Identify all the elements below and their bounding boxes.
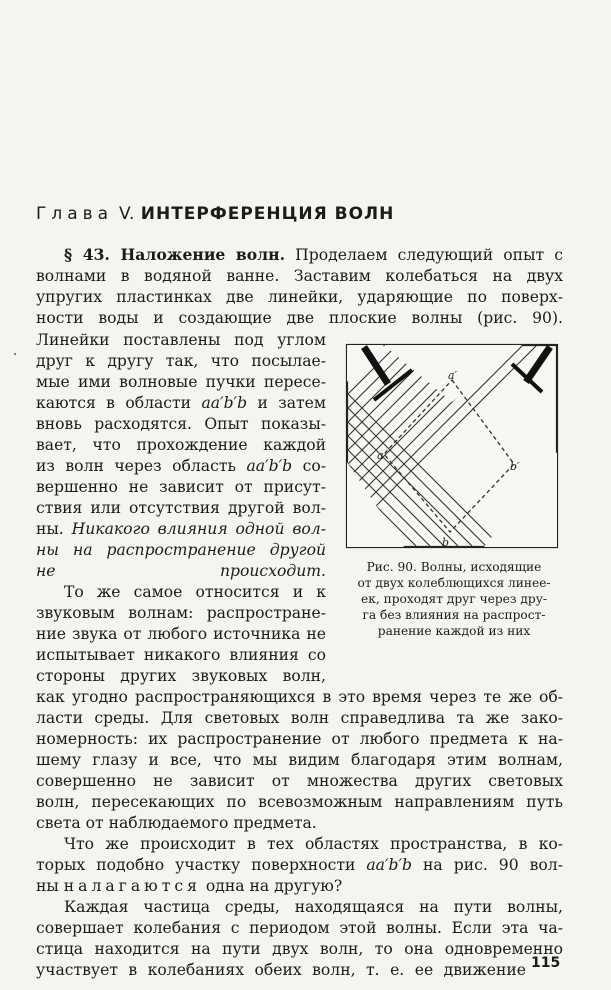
text-line: мые ими волновые пучки пересе- <box>36 373 326 391</box>
text-line: участвует в колебаниях обеих волн, т. е. ее движение <box>36 961 526 979</box>
text-line: ности воды и создающие две плоские волны (рис. 90). <box>36 309 563 327</box>
text-line: номерность: их распространение от любого предмета к на- <box>36 730 563 748</box>
text-line: Что же происходит в тех областях пространства, в ко- <box>64 835 563 853</box>
text-line: ны на распространение другой <box>36 541 326 559</box>
figure-90-wave-interference <box>344 342 560 550</box>
chapter-word: Глава <box>36 204 114 224</box>
text-line: из волн через область aa′b′b со- <box>36 457 326 475</box>
section-heading: § 43. Наложение волн. <box>64 245 285 264</box>
figure-caption-line: Рис. 90. Волны, исходящие <box>366 560 542 574</box>
print-speck <box>14 353 16 355</box>
text-line: звуковым волнам: распростране- <box>36 604 326 622</box>
page-number: 115 <box>531 955 561 971</box>
text-line: упругих пластинках две линейки, ударяющие по поверх- <box>36 288 563 306</box>
text-line: волнами в водяной ванне. Заставим колебаться на двух <box>36 267 563 285</box>
label-a-prime: a′ <box>448 369 458 382</box>
figure-caption-line: ранение каждой из них <box>377 624 531 638</box>
text-line: волн, пересекающих по всевозможным направлениям путь <box>36 793 563 811</box>
chapter-heading <box>36 204 394 224</box>
figure-caption-line: от двух колеблющихся линеe- <box>357 576 551 590</box>
label-b: b <box>442 536 450 549</box>
text-line: вновь расходятся. Опыт показы- <box>36 415 326 433</box>
text-line: ны налагаются одна на другую? <box>36 877 343 895</box>
text-line: § 43. Наложение волн. Проделаем следующий опыт с <box>64 245 563 264</box>
text-line: стороны других звуковых волн, <box>36 667 326 685</box>
text-line: света от наблюдаемого предмета. <box>36 814 317 832</box>
text-line: ствия или отсутствия другой вол- <box>36 499 326 517</box>
text-line: совершает колебания с периодом этой волны. Если эта ча- <box>36 919 563 937</box>
text-line: вает, что прохождение каждой <box>36 436 326 454</box>
text-line: торых подобно участку поверхности aa′b′b на рис. 90 вол- <box>36 856 563 874</box>
text-line: как угодно распространяющихся в это время через те же об- <box>36 688 563 706</box>
text-line: шему глазу и все, что мы видим благодаря этим волнам, <box>36 751 563 769</box>
text-line: То же самое относится и к <box>64 583 326 601</box>
text-line: Линейки поставлены под углом <box>36 331 326 349</box>
text-line: вершенно не зависит от присут- <box>36 478 326 496</box>
text-line: не происходит. <box>36 562 326 580</box>
text-line: ны. Никакого влияния одной вол- <box>36 520 326 538</box>
text-line: ласти среды. Для световых волн справедлива та же зако- <box>36 709 563 727</box>
figure-caption-line: ек, проходят друг через дру- <box>361 592 547 606</box>
text-line: ние звука от любого источника не <box>36 625 326 643</box>
text-line: Каждая частица среды, находящаяся на пути волны, <box>64 898 563 916</box>
label-a: a <box>377 449 384 462</box>
text-line: испытывает никакого влияния со <box>36 646 326 664</box>
label-b-prime: b′ <box>510 460 520 473</box>
text-line: стица находится на пути двух волн, то она одновременно <box>36 940 563 958</box>
figure-caption-line: га без влияния на распрост- <box>362 608 546 622</box>
chapter-number: V. <box>119 204 135 224</box>
text-line: каются в области aa′b′b и затем <box>36 394 326 412</box>
chapter-title: ИНТЕРФЕРЕНЦИЯ ВОЛН <box>140 204 395 224</box>
text-line: совершенно не зависит от множества других световых <box>36 772 563 790</box>
text-line: друг к другу так, что посылае- <box>36 352 326 370</box>
